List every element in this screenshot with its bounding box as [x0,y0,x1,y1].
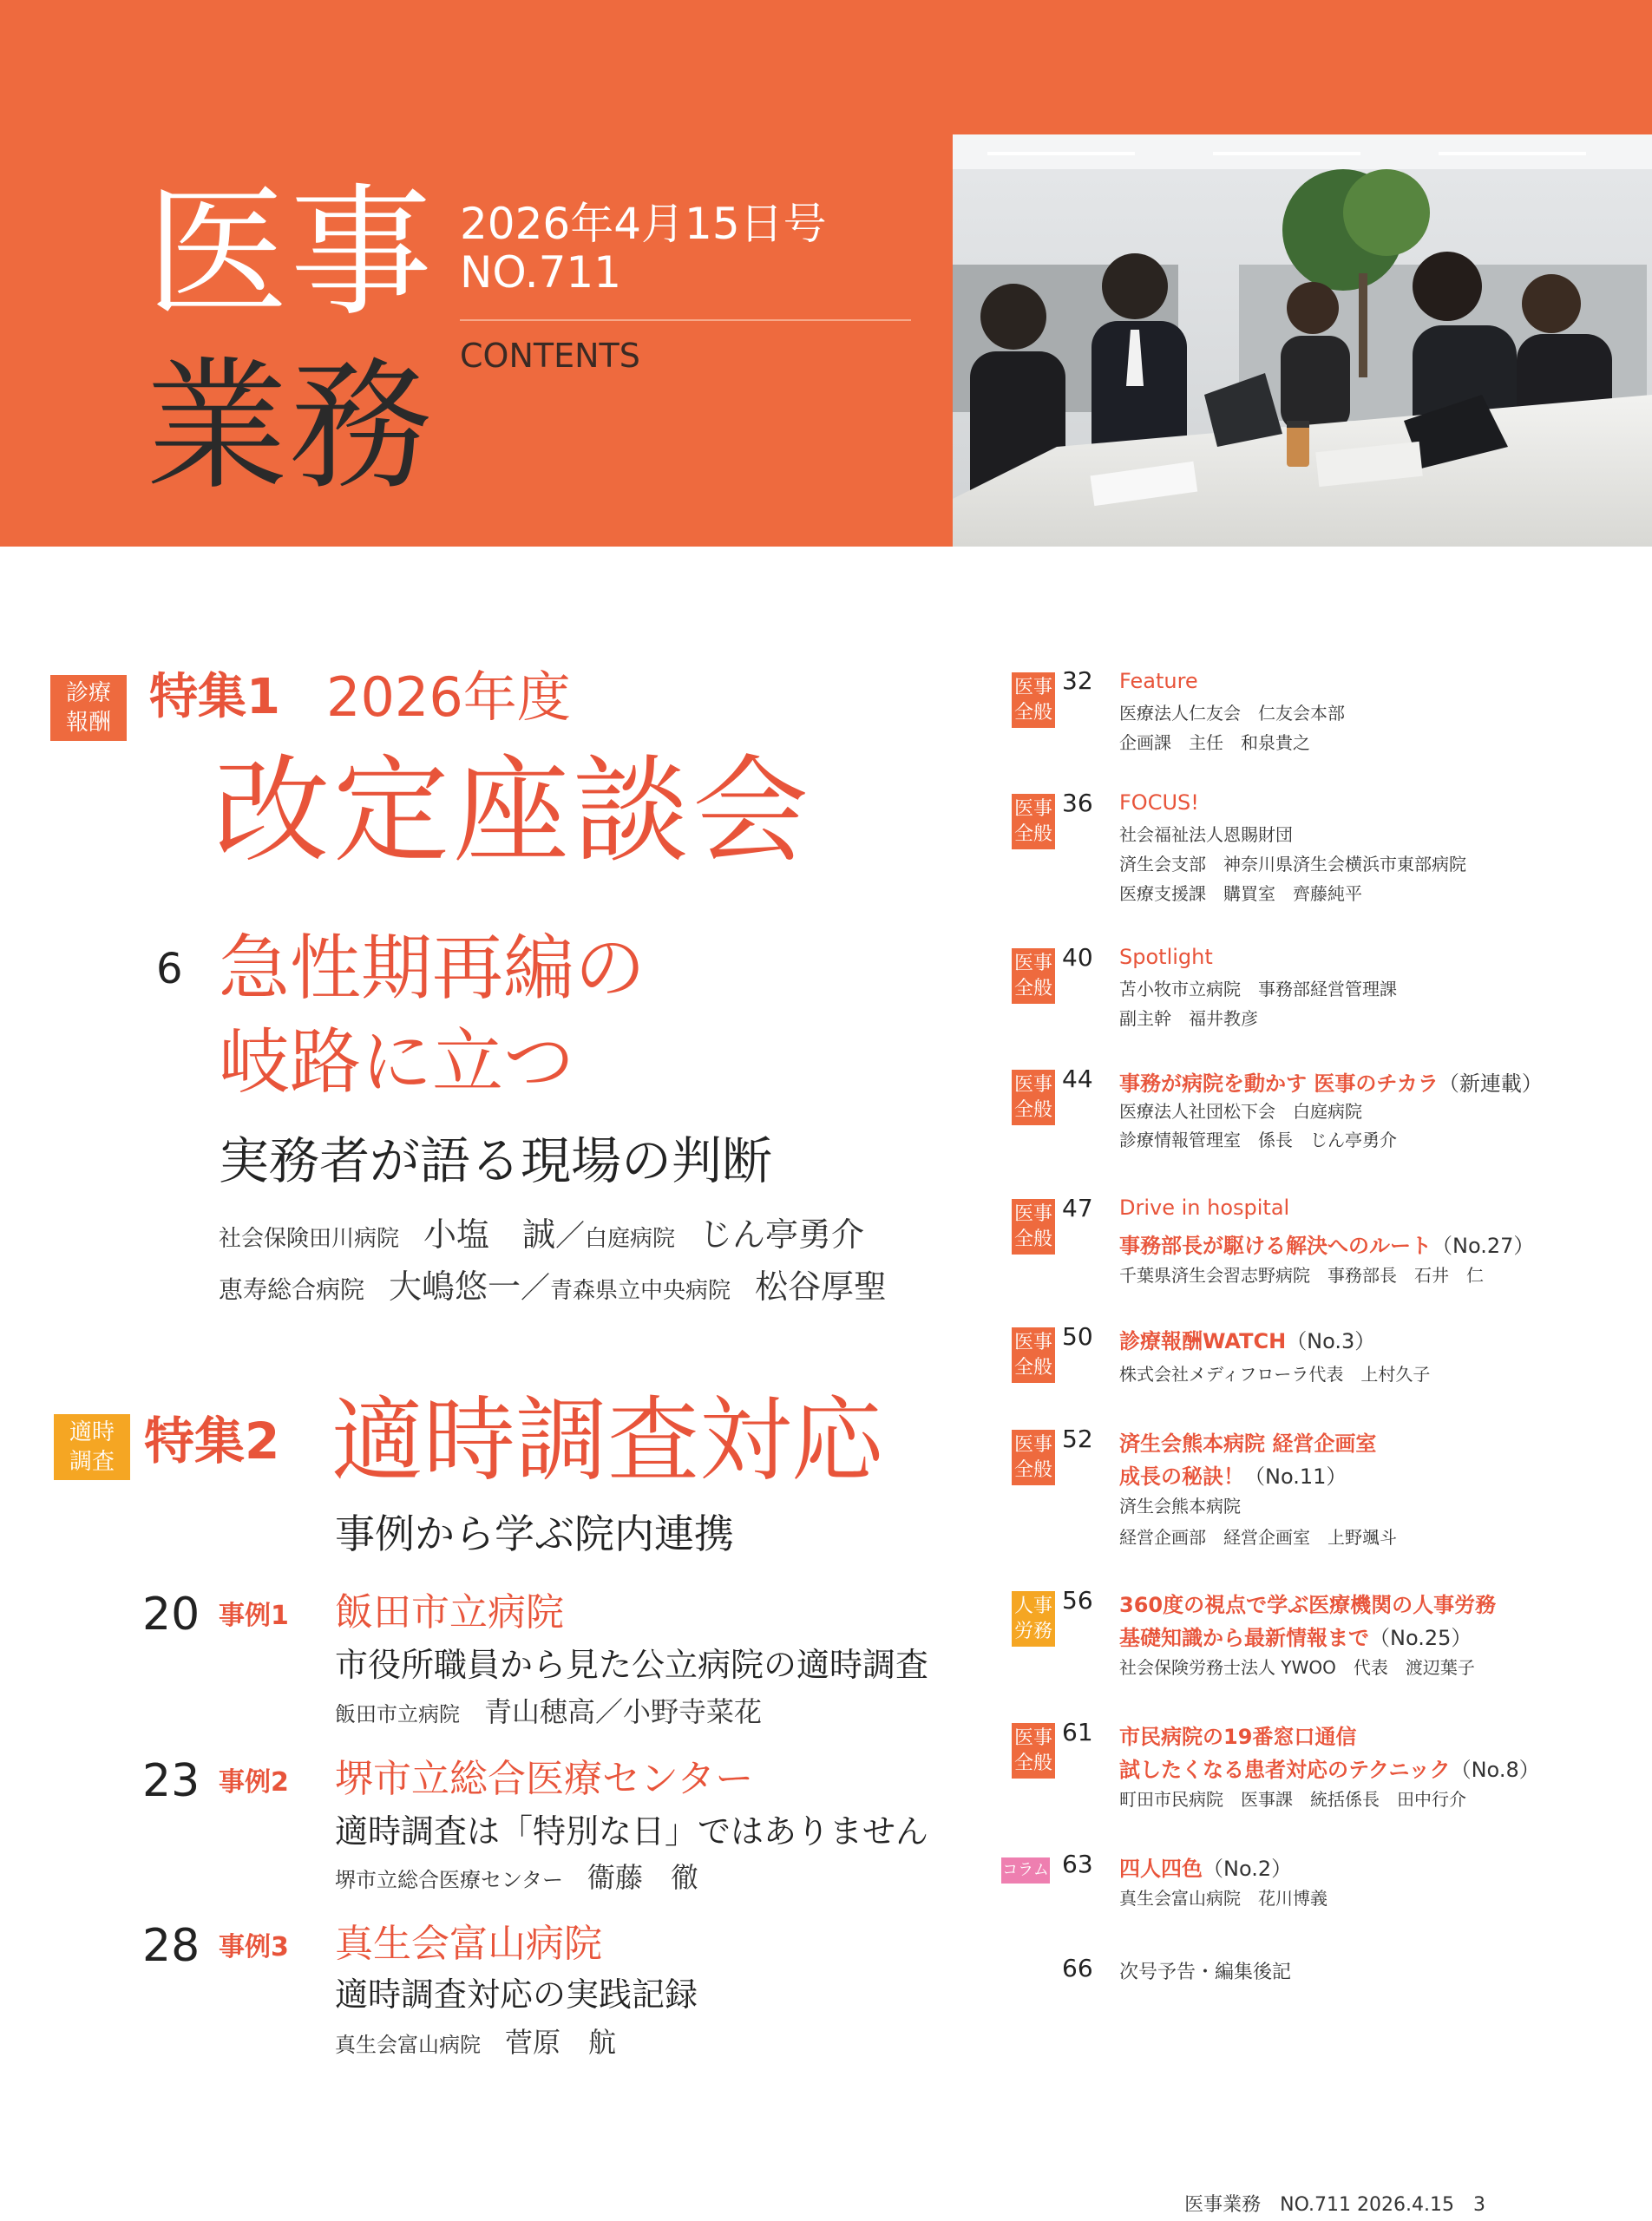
case3-authors: 真生会富山病院 菅原 航 [335,2026,617,2059]
category-tag-iji-zenpan: 医事 全般 [1012,948,1055,1004]
category-tag-jinji-romu: 人事 労務 [1012,1591,1055,1647]
side-item-page: 40 [1062,943,1093,972]
side-item-line: 苫小牧市立病院 事務部経営管理課 [1119,979,1397,999]
separator: ／ [521,1271,551,1306]
side-item-page: 66 [1062,1954,1093,1982]
participant-org: 社会保険田川病院 [219,1226,400,1252]
feature1-subtitle-2: 岐路に立つ [219,1021,575,1104]
side-item-line: 医療法人社団松下会 白庭病院 [1119,1101,1362,1122]
side-item-page: 52 [1062,1425,1093,1453]
case2-hospital: 堺市立総合医療センター [335,1757,754,1801]
feature1-subtitle-1: 急性期再編の [219,927,646,1010]
meeting-photo [953,134,1652,547]
category-tag-iji-zenpan: 医事 全般 [1012,1723,1055,1779]
feature1-participants-row2 [219,1268,887,1307]
participant-name: じん亭勇介 [699,1215,865,1254]
side-item-title: Drive in hospital [1119,1196,1290,1220]
side-item-title2: 基礎知識から最新情報まで（No.25） [1119,1626,1472,1650]
side-item-title: 四人四色（No.2） [1119,1857,1293,1881]
side-item-title: 事務が病院を動かす 医事のチカラ（新連載） [1119,1071,1543,1096]
feature1-title: 改定座談会 [213,744,813,879]
feature1-lead: 実務者が語る現場の判断 [219,1131,773,1190]
contents-label: CONTENTS [460,337,640,375]
side-item-line: 株式会社メディフローラ代表 上村久子 [1119,1364,1431,1385]
issue-date: 2026年4月15日号 [460,199,827,249]
case3-label: 事例3 [219,1932,289,1962]
feature2-lead: 事例から学ぶ院内連携 [335,1510,734,1557]
participant-org: 青森県立中央病院 [550,1278,731,1304]
case1-hospital: 飯田市立病院 [335,1590,564,1635]
category-tag-iji-zenpan: 医事 全般 [1012,794,1055,849]
feature1-year: 2026年度 [326,665,571,729]
side-item-title: FOCUS! [1119,790,1199,815]
separator: ／ [555,1219,586,1254]
side-item-line: 済生会支部 神奈川県済生会横浜市東部病院 [1119,854,1466,875]
side-item-line: 診療情報管理室 係長 じん亭勇介 [1119,1130,1397,1150]
side-item-line: 社会保険労務士法人 YWOO 代表 渡辺葉子 [1119,1657,1475,1678]
case3-page: 28 [142,1920,200,1972]
participant-name: 松谷厚聖 [755,1268,888,1306]
side-item-line: 経営企画部 経営企画室 上野颯斗 [1119,1527,1397,1548]
side-item-title2: 成長の秘訣！（No.11） [1119,1464,1347,1489]
side-item-line: 千葉県済生会習志野病院 事務部長 石井 仁 [1119,1265,1484,1286]
issue-number: NO.711 [460,247,622,298]
page-footer: 医事業務 NO.711 2026.4.15 3 [1184,2194,1485,2216]
participant-org: 白庭病院 [585,1226,676,1252]
category-tag-iji-zenpan: 医事 全般 [1012,1430,1055,1485]
side-item-page: 44 [1062,1065,1093,1093]
side-item-title: 360度の視点で学ぶ医療機関の人事労務 [1119,1593,1497,1617]
side-item-title: Feature [1119,669,1198,693]
feature1-label: 特集1 [149,669,280,725]
case1-authors: 飯田市立病院 青山穂高／小野寺菜花 [335,1695,763,1728]
side-item-title2: 試したくなる患者対応のテクニック（No.8） [1119,1758,1540,1782]
case1-label: 事例1 [219,1601,289,1631]
category-tag-tekiji-chosa: 適時 調査 [54,1414,130,1480]
side-item-page: 36 [1062,789,1093,817]
side-item-line: 真生会富山病院 花川博義 [1119,1888,1328,1909]
side-item-line: 町田市民病院 医事課 統括係長 田中行介 [1119,1789,1466,1810]
side-item-line: 副主幹 福井教彦 [1119,1008,1258,1029]
side-item-page: 32 [1062,666,1093,695]
side-item-title: 済生会熊本病院 経営企画室 [1119,1432,1377,1456]
side-item-line: 医療法人仁友会 仁友会本部 [1119,703,1345,724]
side-item-title2: 事務部長が駆ける解決へのルート（No.27） [1119,1234,1535,1258]
side-item-line: 企画課 主任 和泉貴之 [1119,732,1310,753]
feature1-page: 6 [156,945,183,993]
participant-name: 小塩 誠 [423,1215,556,1254]
side-item-page: 47 [1062,1194,1093,1222]
side-item-page: 63 [1062,1850,1093,1878]
side-item-title: Spotlight [1119,945,1213,969]
side-item-title: 診療報酬WATCH（No.3） [1119,1329,1376,1353]
side-item-line: 済生会熊本病院 [1119,1496,1241,1517]
case3-title: 適時調査対応の実践記録 [335,1975,698,2014]
category-tag-iji-zenpan: 医事 全般 [1012,1070,1055,1125]
case2-label: 事例2 [219,1767,289,1798]
case2-page: 23 [142,1755,200,1807]
case3-hospital: 真生会富山病院 [335,1922,602,1966]
side-item-title: 市民病院の19番窓口通信 [1119,1725,1357,1749]
category-tag-shinryo-hoshu: 診療 報酬 [50,675,127,741]
case2-title: 適時調査は「特別な日」ではありません [335,1812,929,1851]
case1-title: 市役所職員から見た公立病院の適時調査 [335,1646,929,1684]
side-item-page: 56 [1062,1586,1093,1615]
feature2-title: 適時調査対応 [331,1387,883,1494]
case1-page: 20 [142,1589,200,1641]
category-tag-iji-zenpan: 医事 全般 [1012,1327,1055,1383]
category-tag-iji-zenpan: 医事 全般 [1012,672,1055,728]
side-item-line: 医療支援課 購買室 齊藤純平 [1119,883,1362,904]
category-tag-column: コラム [1001,1857,1050,1884]
side-item-line: 社会福祉法人恩賜財団 [1119,824,1293,845]
header-divider [460,319,911,321]
magazine-logo-line1: 医事 [146,170,435,336]
side-item-line: 次号予告・編集後記 [1119,1962,1292,1983]
category-tag-iji-zenpan: 医事 全般 [1012,1199,1055,1255]
side-item-page: 50 [1062,1322,1093,1351]
side-item-page: 61 [1062,1718,1093,1746]
magazine-logo-line2: 業務 [146,344,435,509]
feature2-label: 特集2 [144,1412,280,1471]
participant-org: 恵寿総合病院 [219,1275,365,1304]
feature1-participants-row1 [219,1216,864,1255]
participant-name: 大嶋悠一 [389,1268,521,1306]
case2-authors: 堺市立総合医療センター 衞藤 徹 [335,1861,699,1894]
